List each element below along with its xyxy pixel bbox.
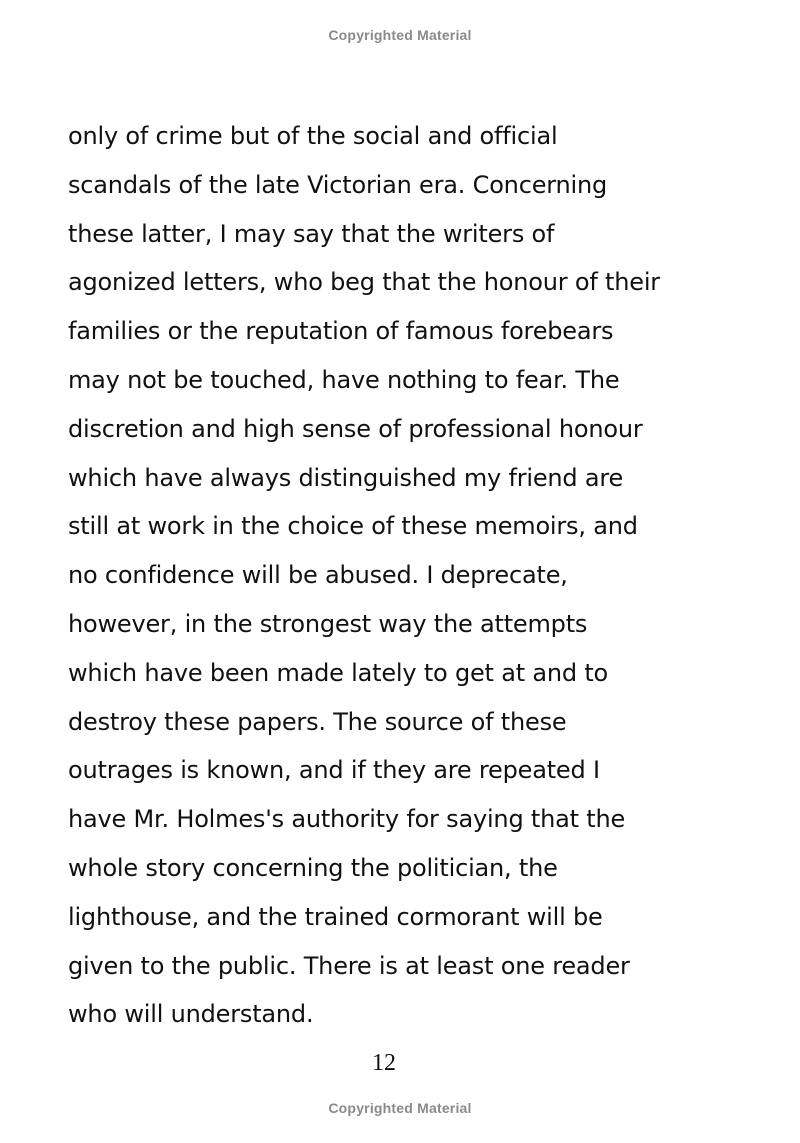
text-line: outrages is known, and if they are repeated I (68, 756, 600, 785)
text-line: lighthouse, and the trained cormorant will be (68, 902, 603, 931)
page-body-text (68, 112, 768, 1039)
text-line: scandals of the late Victorian era. Concerning (68, 170, 608, 199)
text-line: agonized letters, who beg that the honour of their (68, 268, 660, 297)
text-line: only of crime but of the social and official (68, 122, 558, 150)
text-line: these latter, I may say that the writers of (68, 219, 555, 248)
text-line: however, in the strongest way the attempts (68, 609, 588, 638)
copyright-watermark-bottom: Copyrighted Material (328, 1100, 472, 1116)
text-line: have Mr. Holmes's authority for saying that the (68, 805, 626, 834)
text-line: no confidence will be abused. I deprecate, (68, 561, 568, 590)
page-number: 12 (372, 1050, 396, 1076)
copyright-watermark-top: Copyrighted Material (328, 27, 472, 43)
text-line: which have been made lately to get at and to (68, 658, 609, 687)
text-line: still at work in the choice of these memoirs, and (68, 512, 638, 541)
text-line: may not be touched, have nothing to fear. The (68, 365, 620, 394)
text-line: who will understand. (68, 1000, 314, 1029)
text-line: destroy these papers. The source of these (68, 707, 567, 736)
text-line: given to the public. There is at least one reader (68, 951, 630, 980)
text-line: whole story concerning the politician, the (68, 853, 558, 882)
text-line: discretion and high sense of professional honour (68, 414, 643, 443)
text-line: which have always distinguished my friend are (68, 463, 624, 492)
text-line: families or the reputation of famous forebears (68, 317, 614, 346)
